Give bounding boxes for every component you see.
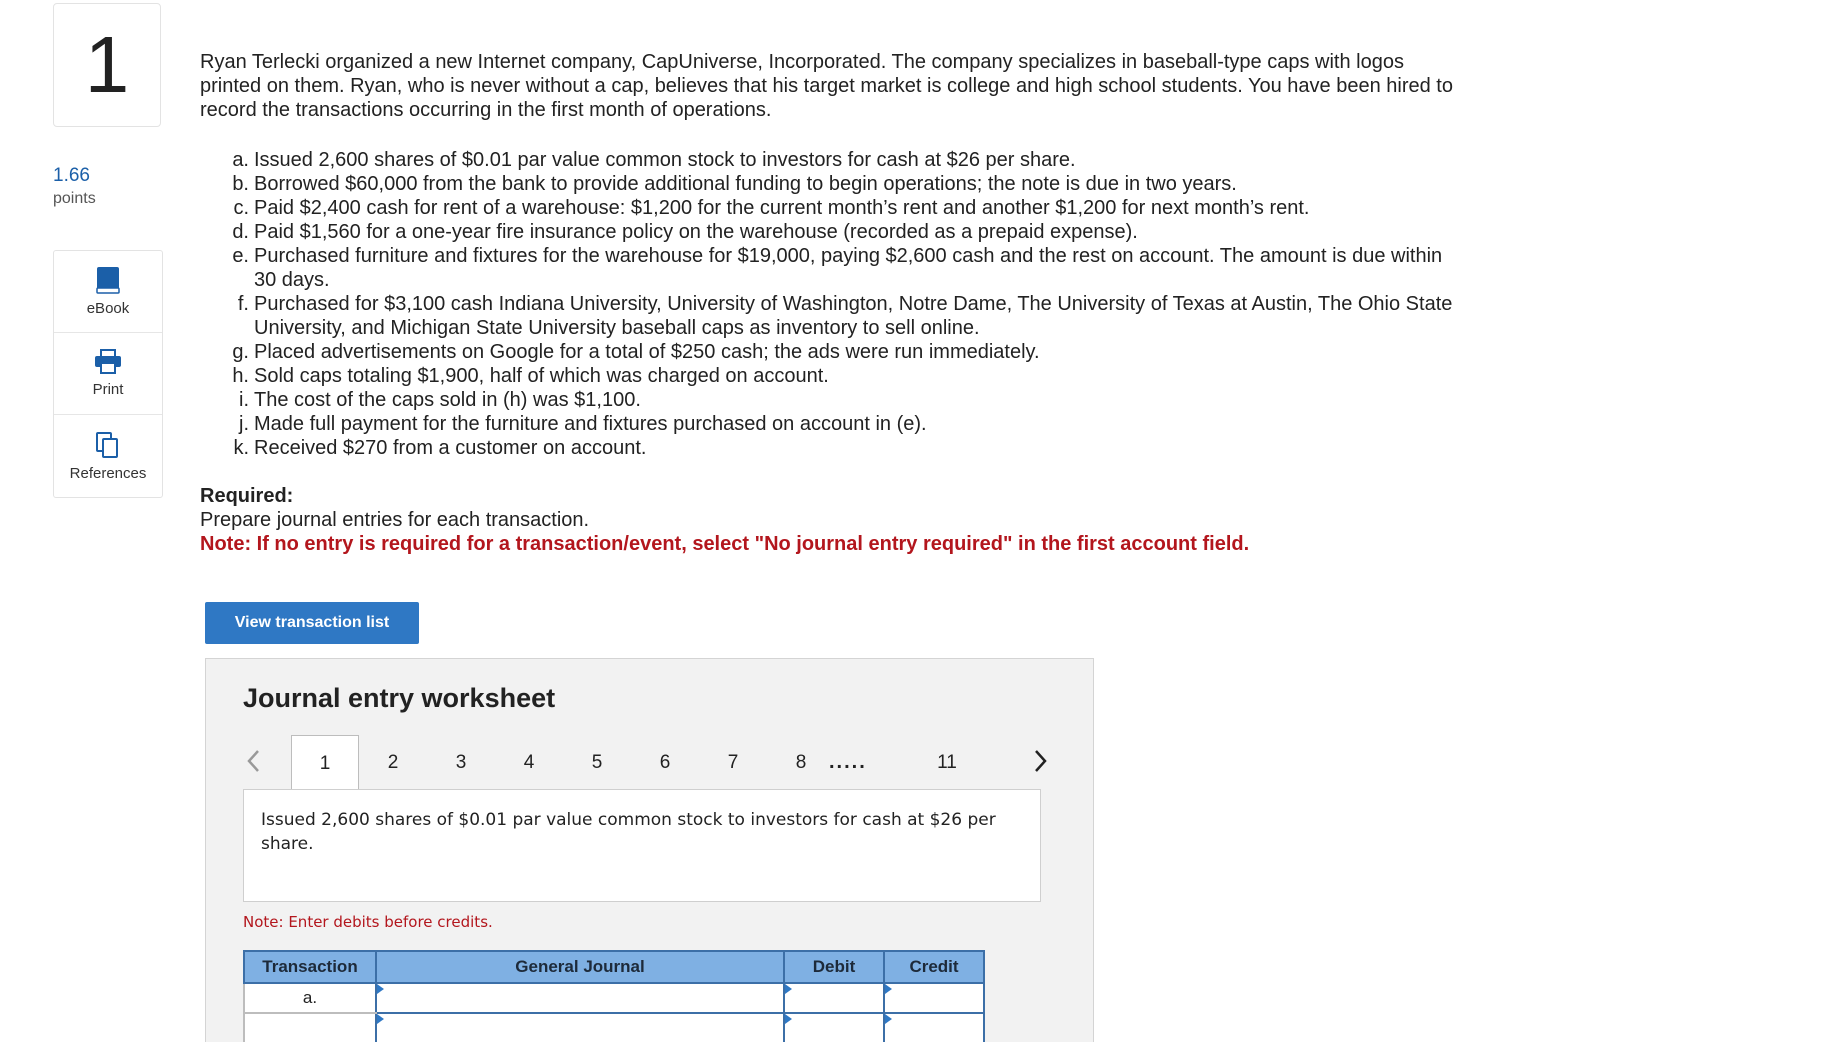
transaction-text: Placed advertisements on Google for a total of $250 cash; the ads were run immediately. [254, 341, 1040, 363]
transaction-text: Received $270 from a customer on account. [254, 437, 647, 459]
transaction-letter: j. [239, 413, 249, 435]
transaction-text: Purchased for $3,100 cash Indiana University, University of Washington, Notre Dame, The University of Texas at Austin, The Ohio State University, and Michigan State University baseball caps as inventory to sell online. [254, 293, 1453, 339]
column-header-debit: Debit [784, 951, 884, 983]
account-input[interactable] [377, 1014, 783, 1042]
transaction-item [200, 196, 1460, 220]
question-number: 1 [53, 3, 161, 127]
transaction-letter: a. [232, 149, 249, 171]
chevron-right-icon[interactable] [1034, 749, 1048, 778]
transaction-letter: f. [237, 293, 249, 315]
transaction-cell [244, 1013, 376, 1042]
transaction-item [200, 388, 1460, 412]
transaction-item [200, 292, 1460, 340]
transaction-text: Paid $1,560 for a one-year fire insurance policy on the warehouse (recorded as a prepaid expense). [254, 221, 1138, 243]
debit-field[interactable] [784, 983, 884, 1013]
view-transaction-list-button[interactable]: View transaction list [205, 602, 419, 644]
transaction-item [200, 412, 1460, 436]
debit-input[interactable] [785, 984, 883, 1012]
ebook-label: eBook [86, 300, 130, 317]
transaction-item [200, 220, 1460, 244]
account-field[interactable] [376, 1013, 784, 1042]
transaction-list [200, 148, 1460, 460]
ebook-button[interactable] [54, 251, 162, 333]
transaction-letter: i. [239, 389, 249, 411]
chevron-left-icon[interactable] [246, 749, 260, 778]
worksheet-page-tab[interactable]: 5 [591, 752, 603, 773]
transaction-cell: a. [244, 983, 376, 1013]
worksheet-pager [206, 735, 1095, 795]
copy-icon [95, 431, 121, 459]
transaction-letter: b. [232, 173, 249, 195]
required-heading: Required: [200, 485, 294, 507]
transaction-item [200, 436, 1460, 460]
problem-intro: Ryan Terlecki organized a new Internet company, CapUniverse, Incorporated. The company specializes in baseball-type caps with logos printed on them. Ryan, who is never without a cap, believes that his target market is college and high school students. You have been hired to record the transactions occurring in the first month of operations. [200, 51, 1453, 121]
transaction-letter: d. [232, 221, 249, 243]
worksheet-page-tab[interactable]: 1 [291, 735, 359, 791]
transaction-letter: e. [232, 245, 249, 267]
transaction-description: Issued 2,600 shares of $0.01 par value common stock to investors for cash at $26 per share. [243, 789, 1041, 902]
worksheet-page-tab[interactable]: 4 [523, 752, 535, 773]
printer-icon [94, 349, 122, 375]
journal-entry-worksheet [205, 658, 1094, 1042]
debit-input[interactable] [785, 1014, 883, 1042]
worksheet-page-tab[interactable]: 8 [795, 752, 807, 773]
column-header-general-journal: General Journal [376, 951, 784, 983]
credit-field[interactable] [884, 983, 984, 1013]
transaction-item [200, 244, 1460, 292]
transaction-text: Borrowed $60,000 from the bank to provide additional funding to begin operations; the note is due in two years. [254, 173, 1237, 195]
transaction-text: Sold caps totaling $1,900, half of which was charged on account. [254, 365, 829, 387]
transaction-item [200, 148, 1460, 172]
general-journal-table [243, 950, 985, 1042]
points-label: points [53, 190, 96, 207]
table-header-row [244, 951, 984, 983]
account-field[interactable] [376, 983, 784, 1013]
worksheet-page-tab[interactable]: 6 [659, 752, 671, 773]
required-text: Prepare journal entries for each transaction. [200, 509, 590, 531]
worksheet-page-tab[interactable]: 2 [387, 752, 399, 773]
worksheet-page-tab[interactable]: 3 [455, 752, 467, 773]
transaction-letter: h. [232, 365, 249, 387]
credit-field[interactable] [884, 1013, 984, 1042]
worksheet-note: Note: Enter debits before credits. [243, 913, 493, 931]
transaction-text: Made full payment for the furniture and fixtures purchased on account in (e). [254, 413, 927, 435]
column-header-credit: Credit [884, 951, 984, 983]
references-button[interactable] [54, 415, 162, 497]
pager-ellipsis: ..... [829, 751, 867, 773]
worksheet-page-tab[interactable]: 7 [727, 752, 739, 773]
debit-field[interactable] [784, 1013, 884, 1042]
print-label: Print [92, 381, 124, 398]
references-label: References [69, 464, 147, 482]
points-block [53, 164, 96, 210]
transaction-text: Issued 2,600 shares of $0.01 par value common stock to investors for cash at $26 per share. [254, 149, 1076, 171]
points-value: 1.66 [53, 165, 90, 186]
table-row [244, 983, 984, 1013]
transaction-text: Paid $2,400 cash for rent of a warehouse: $1,200 for the current month’s rent and another $1,200 for next month’s rent. [254, 197, 1310, 219]
transaction-item [200, 364, 1460, 388]
transaction-text: Purchased furniture and fixtures for the warehouse for $19,000, paying $2,600 cash and the rest on account. The amount is due within 30 days. [254, 245, 1443, 291]
transaction-letter: g. [232, 341, 249, 363]
transaction-letter: c. [233, 197, 249, 219]
column-header-transaction: Transaction [244, 951, 376, 983]
worksheet-title: Journal entry worksheet [243, 683, 556, 713]
problem-content [200, 50, 1460, 556]
transaction-text: The cost of the caps sold in (h) was $1,100. [254, 389, 641, 411]
required-note: Note: If no entry is required for a transaction/event, select "No journal entry required" in the first account field. [200, 533, 1250, 555]
print-button[interactable] [54, 333, 162, 415]
book-icon [95, 266, 121, 294]
table-row [244, 1013, 984, 1042]
worksheet-page-tab[interactable]: 11 [937, 752, 957, 773]
tools-panel [53, 250, 163, 498]
credit-input[interactable] [885, 1014, 983, 1042]
transaction-item [200, 340, 1460, 364]
transaction-item [200, 172, 1460, 196]
transaction-letter: k. [233, 437, 249, 459]
credit-input[interactable] [885, 984, 983, 1012]
account-input[interactable] [377, 984, 783, 1012]
